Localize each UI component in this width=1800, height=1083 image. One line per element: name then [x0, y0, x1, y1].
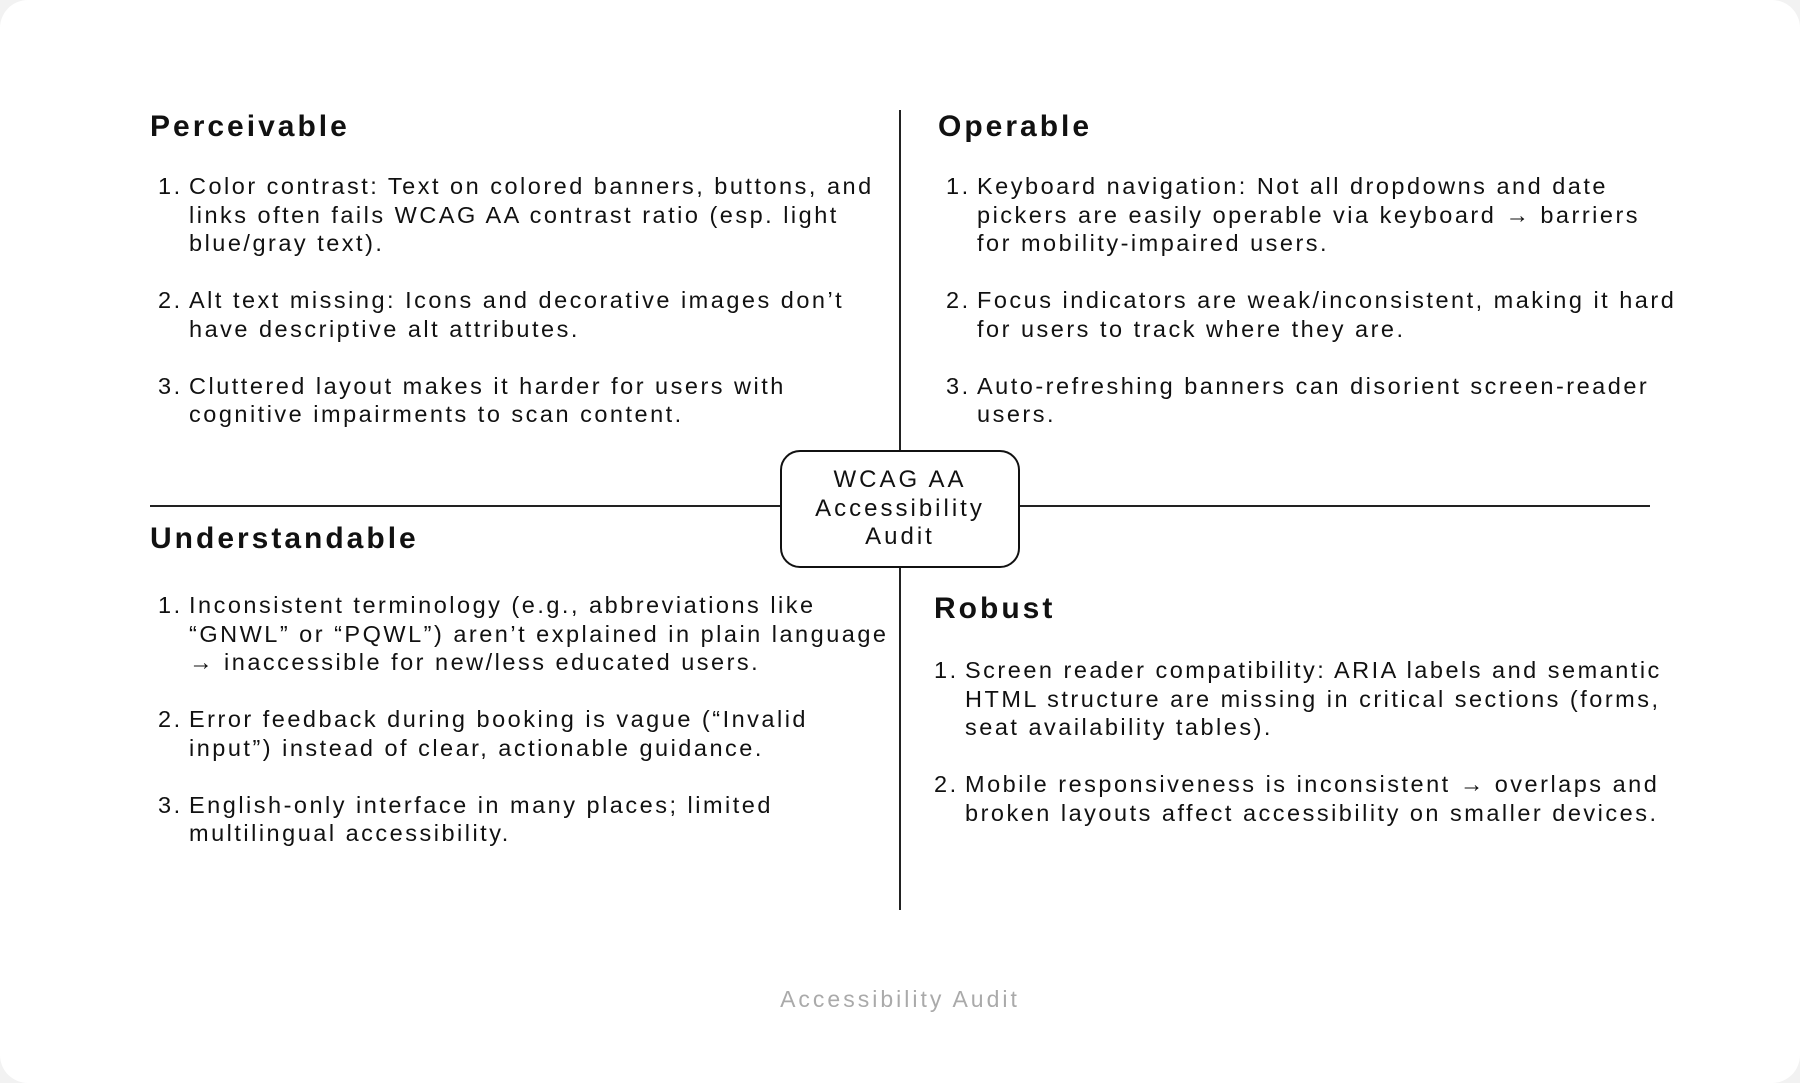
- list-item: 3. Cluttered layout makes it harder for users with cognitive impairments to scan content.: [158, 372, 786, 427]
- item-list: [946, 172, 1678, 429]
- list-item: 2. Alt text missing: Icons and decorative images don’t have descriptive alt attributes.: [158, 287, 845, 342]
- quadrant-title: Operable: [938, 110, 1093, 143]
- list-item: 3. Auto-refreshing banners can disorient screen-reader users.: [946, 372, 1650, 427]
- item-list: [158, 591, 890, 848]
- center-line: Accessibility: [815, 494, 985, 522]
- list-item: 3. English-only interface in many places; limited multilingual accessibility.: [158, 791, 773, 846]
- center-node-wcag-aa-audit: [780, 450, 1020, 568]
- horizontal-divider-left: [150, 505, 782, 507]
- center-line: Audit: [865, 523, 935, 551]
- item-list: [934, 656, 1674, 827]
- footer-caption: Accessibility Audit: [780, 986, 1020, 1012]
- quadrant-title: Perceivable: [150, 110, 350, 143]
- quadrant-perceivable: [150, 110, 890, 457]
- center-line: WCAG AA: [833, 465, 967, 493]
- list-item: 1. Screen reader compatibility: ARIA labels and semantic HTML structure are missing in critical sections (forms, seat availability tables).: [934, 657, 1662, 740]
- horizontal-divider-right: [1018, 505, 1650, 507]
- item-list: [158, 172, 890, 429]
- quadrant-robust: [934, 592, 1674, 856]
- quadrant-title: Understandable: [150, 522, 419, 555]
- quadrant-title: Robust: [934, 592, 1056, 625]
- list-item: 1. Keyboard navigation: Not all dropdowns and date pickers are easily operable via keyboard → barriers for mobility-impaired users.: [946, 173, 1641, 256]
- list-item: 2. Mobile responsiveness is inconsistent → overlaps and broken layouts affect accessibility on smaller devices.: [934, 771, 1660, 826]
- list-item: 2. Focus indicators are weak/inconsistent, making it hard for users to track where they are.: [946, 287, 1677, 342]
- list-item: 2. Error feedback during booking is vague (“Invalid input”) instead of clear, actionable guidance.: [158, 706, 808, 761]
- quadrant-operable: [938, 110, 1678, 457]
- quadrant-understandable: [150, 522, 890, 876]
- list-item: 1. Inconsistent terminology (e.g., abbreviations like “GNWL” or “PQWL”) aren’t explained in plain language → inaccessible for new/less educated users.: [158, 592, 889, 675]
- list-item: 1. Color contrast: Text on colored banners, buttons, and links often fails WCAG AA contrast ratio (esp. light blue/gray text).: [158, 173, 874, 256]
